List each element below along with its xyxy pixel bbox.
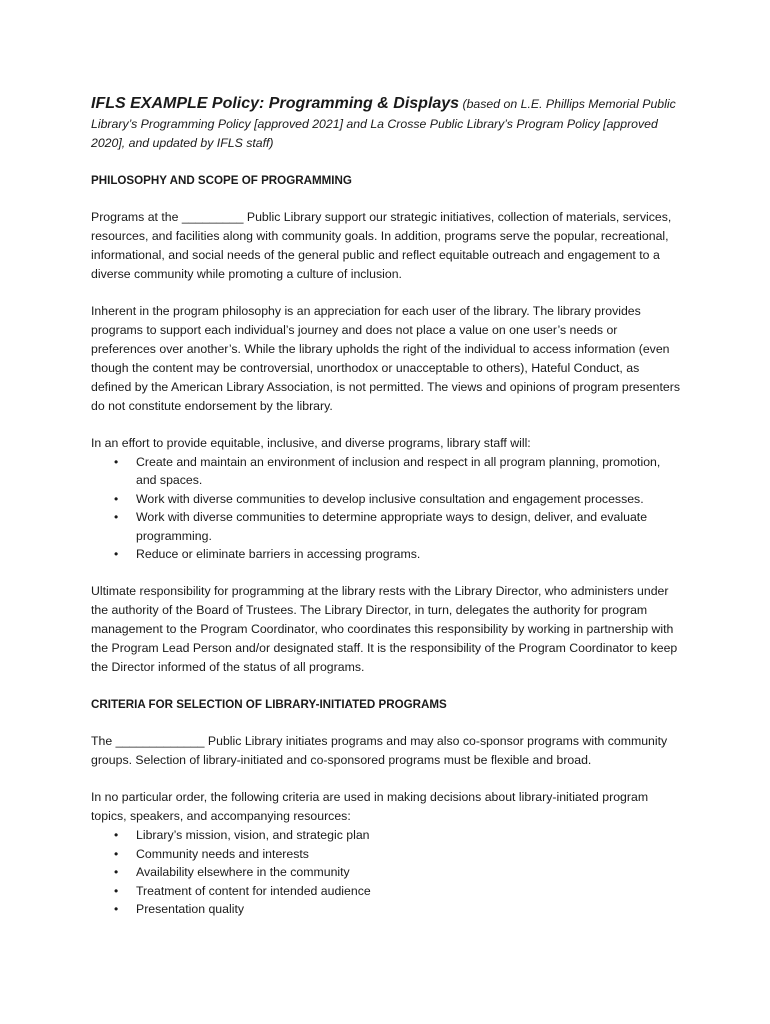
list-item: • Library’s mission, vision, and strategic plan — [136, 826, 681, 845]
paragraph-library-initiates: The _____________ Public Library initiates programs and may also co-sponsor programs with community groups. Selection of library-initiated and co-sponsored programs must be flexible and broad. — [91, 734, 668, 768]
paragraph-criteria-lead: In no particular order, the following criteria are used in making decisions about library-initiated program topics, speakers, and accompanying resources: — [91, 790, 649, 824]
bullet-icon: • — [114, 547, 119, 562]
bullet-icon: • — [114, 883, 119, 898]
document-title-block — [91, 94, 681, 154]
bullet-icon: • — [114, 491, 119, 506]
document-subtitle: (based on L.E. Phillips Memorial Public Library’s Programming Policy [approved 2021] and La Crosse Public Library’s Program Policy [approved 2020], and updated by IFLS staff) — [91, 97, 676, 150]
bullet-icon: • — [114, 828, 119, 843]
list-item: • Availability elsewhere in the community — [136, 863, 681, 882]
list-item: • Work with diverse communities to develop inclusive consultation and engagement processes. — [136, 490, 681, 509]
list-item: • Reduce or eliminate barriers in accessing programs. — [136, 545, 681, 564]
document-page — [91, 94, 681, 937]
section-heading-philosophy: PHILOSOPHY AND SCOPE OF PROGRAMMING — [91, 173, 352, 187]
bullet-icon: • — [114, 510, 119, 525]
section-heading-criteria: CRITERIA FOR SELECTION OF LIBRARY-INITIATED PROGRAMS — [91, 698, 447, 712]
bullet-icon: • — [114, 865, 119, 880]
list-item: • Treatment of content for intended audience — [136, 882, 681, 901]
list-item: • Community needs and interests — [136, 845, 681, 864]
staff-commitments-list — [91, 453, 681, 565]
document-title: IFLS EXAMPLE Policy: Programming & Displays — [91, 95, 460, 112]
list-item: • Create and maintain an environment of inclusion and respect in all program planning, promotion, and spaces. — [114, 454, 661, 488]
paragraph-programs-support: Programs at the _________ Public Library support our strategic initiatives, collection of materials, services, resources, and facilities along with community goals. In addition, programs serve the popular, recreational, informational, and social needs of the general public and reflect equitable outreach and engagement to a diverse community while promoting a culture of inclusion. — [91, 209, 672, 281]
paragraph-responsibility: Ultimate responsibility for programming at the library rests with the Library Director, who administers under the authority of the Board of Trustees. The Library Director, in turn, delegates the authority for program management to the Program Coordinator, who coordinates this responsibility by working in partnership with the Program Lead Person and/or designated staff. It is the responsibility of the Program Coordinator to keep the Director informed of the status of all programs. — [91, 584, 678, 675]
list-item: • Presentation quality — [136, 900, 681, 919]
paragraph-program-philosophy: Inherent in the program philosophy is an appreciation for each user of the library. The library provides programs to support each individual’s journey and does not place a value on one user’s needs or preferences over another’s. While the library upholds the right of the individual to access information (even though the content may be controversial, unorthodox or unacceptable to others), Hateful Conduct, as defined by the American Library Association, is not permitted. The views and opinions of program presenters do not constitute endorsement by the library. — [91, 303, 680, 413]
bullet-icon: • — [114, 454, 119, 469]
paragraph-staff-will-lead: In an effort to provide equitable, inclusive, and diverse programs, library staff will: — [91, 435, 531, 450]
bullet-icon: • — [114, 846, 119, 861]
criteria-list — [91, 826, 681, 919]
list-item: • Work with diverse communities to determine appropriate ways to design, deliver, and evaluate programming. — [114, 510, 648, 543]
bullet-icon: • — [114, 902, 119, 917]
